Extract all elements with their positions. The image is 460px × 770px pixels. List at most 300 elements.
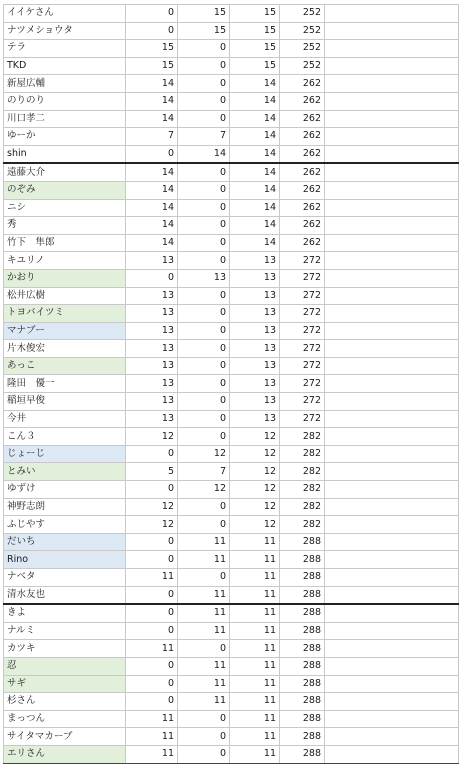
table-row	[4, 163, 459, 181]
value-cell-a[interactable]: 12	[126, 498, 178, 516]
empty-cell[interactable]	[325, 393, 459, 411]
name-cell[interactable]: ナベタ	[4, 569, 126, 587]
rank-cell[interactable]: 262	[280, 199, 325, 217]
total-cell[interactable]: 12	[230, 445, 280, 463]
rank-cell[interactable]: 282	[280, 498, 325, 516]
table-row	[4, 445, 459, 463]
value-cell-a[interactable]: 15	[126, 57, 178, 75]
empty-cell[interactable]	[325, 145, 459, 163]
value-cell-a[interactable]: 13	[126, 410, 178, 428]
value-cell-a[interactable]: 0	[126, 22, 178, 40]
value-cell-a[interactable]: 13	[126, 357, 178, 375]
value-cell-b[interactable]: 11	[178, 551, 230, 569]
rank-cell[interactable]: 262	[280, 75, 325, 93]
value-cell-a[interactable]: 13	[126, 393, 178, 411]
rank-cell[interactable]: 272	[280, 252, 325, 270]
total-cell[interactable]: 11	[230, 622, 280, 640]
total-cell[interactable]: 14	[230, 92, 280, 110]
empty-cell[interactable]	[325, 92, 459, 110]
total-cell[interactable]: 11	[230, 657, 280, 675]
rank-cell[interactable]: 282	[280, 481, 325, 499]
name-cell[interactable]: イイケさん	[4, 5, 126, 23]
table-row	[4, 75, 459, 93]
name-cell[interactable]: 秀	[4, 217, 126, 235]
empty-cell[interactable]	[325, 693, 459, 711]
value-cell-b[interactable]: 11	[178, 586, 230, 604]
value-cell-b[interactable]: 0	[178, 322, 230, 340]
rank-cell[interactable]: 288	[280, 710, 325, 728]
value-cell-a[interactable]: 0	[126, 481, 178, 499]
table-row	[4, 640, 459, 658]
table-row	[4, 375, 459, 393]
rank-cell[interactable]: 288	[280, 533, 325, 551]
name-cell[interactable]: サギ	[4, 675, 126, 693]
empty-cell[interactable]	[325, 340, 459, 358]
empty-cell[interactable]	[325, 217, 459, 235]
rank-cell[interactable]: 262	[280, 110, 325, 128]
name-cell[interactable]: じょーじ	[4, 445, 126, 463]
rank-cell[interactable]: 282	[280, 463, 325, 481]
name-cell[interactable]: トヨバイツミ	[4, 305, 126, 323]
empty-cell[interactable]	[325, 357, 459, 375]
empty-cell[interactable]	[325, 728, 459, 746]
value-cell-a[interactable]: 14	[126, 181, 178, 199]
value-cell-b[interactable]: 0	[178, 199, 230, 217]
name-cell[interactable]: 稲垣早俊	[4, 393, 126, 411]
value-cell-a[interactable]: 0	[126, 586, 178, 604]
name-cell[interactable]: あっこ	[4, 357, 126, 375]
value-cell-b[interactable]: 0	[178, 728, 230, 746]
value-cell-b[interactable]: 15	[178, 5, 230, 23]
total-cell[interactable]: 11	[230, 675, 280, 693]
value-cell-b[interactable]: 0	[178, 516, 230, 534]
total-cell[interactable]: 14	[230, 110, 280, 128]
rank-cell[interactable]: 252	[280, 40, 325, 58]
table-row	[4, 393, 459, 411]
name-cell[interactable]: エリさん	[4, 745, 126, 763]
value-cell-b[interactable]: 11	[178, 693, 230, 711]
value-cell-b[interactable]: 0	[178, 181, 230, 199]
name-cell[interactable]: だいち	[4, 533, 126, 551]
name-cell[interactable]: ふじやす	[4, 516, 126, 534]
rank-cell[interactable]: 282	[280, 516, 325, 534]
name-cell[interactable]: こん３	[4, 428, 126, 446]
rank-cell[interactable]: 272	[280, 340, 325, 358]
empty-cell[interactable]	[325, 128, 459, 146]
total-cell[interactable]: 11	[230, 693, 280, 711]
rank-cell[interactable]: 272	[280, 357, 325, 375]
total-cell[interactable]: 13	[230, 322, 280, 340]
value-cell-a[interactable]: 0	[126, 693, 178, 711]
name-cell[interactable]: のぞみ	[4, 181, 126, 199]
total-cell[interactable]: 11	[230, 745, 280, 763]
value-cell-b[interactable]: 0	[178, 287, 230, 305]
rank-cell[interactable]: 288	[280, 675, 325, 693]
value-cell-a[interactable]: 13	[126, 252, 178, 270]
value-cell-b[interactable]: 11	[178, 675, 230, 693]
table-row	[4, 604, 459, 622]
name-cell[interactable]: サイタマカーブ	[4, 728, 126, 746]
value-cell-a[interactable]: 0	[126, 675, 178, 693]
empty-cell[interactable]	[325, 516, 459, 534]
value-cell-a[interactable]: 5	[126, 463, 178, 481]
table-row	[4, 710, 459, 728]
name-cell[interactable]: 神野志朗	[4, 498, 126, 516]
value-cell-a[interactable]: 14	[126, 217, 178, 235]
table-row	[4, 287, 459, 305]
empty-cell[interactable]	[325, 498, 459, 516]
name-cell[interactable]: 遠藤大介	[4, 163, 126, 181]
value-cell-b[interactable]: 0	[178, 710, 230, 728]
rank-cell[interactable]: 288	[280, 657, 325, 675]
rank-cell[interactable]: 272	[280, 410, 325, 428]
value-cell-a[interactable]: 12	[126, 428, 178, 446]
table-row	[4, 57, 459, 75]
empty-cell[interactable]	[325, 287, 459, 305]
total-cell[interactable]: 11	[230, 710, 280, 728]
total-cell[interactable]: 13	[230, 252, 280, 270]
value-cell-a[interactable]: 14	[126, 110, 178, 128]
empty-cell[interactable]	[325, 305, 459, 323]
value-cell-b[interactable]: 0	[178, 410, 230, 428]
table-row	[4, 92, 459, 110]
total-cell[interactable]: 11	[230, 728, 280, 746]
total-cell[interactable]: 14	[230, 234, 280, 252]
table-row	[4, 269, 459, 287]
empty-cell[interactable]	[325, 163, 459, 181]
rank-cell[interactable]: 272	[280, 269, 325, 287]
value-cell-a[interactable]: 0	[126, 445, 178, 463]
value-cell-b[interactable]: 0	[178, 393, 230, 411]
empty-cell[interactable]	[325, 22, 459, 40]
table-row	[4, 252, 459, 270]
table-row	[4, 428, 459, 446]
total-cell[interactable]: 12	[230, 428, 280, 446]
empty-cell[interactable]	[325, 269, 459, 287]
value-cell-b[interactable]: 0	[178, 252, 230, 270]
table-row	[4, 357, 459, 375]
table-row	[4, 128, 459, 146]
value-cell-b[interactable]: 0	[178, 498, 230, 516]
table-row	[4, 745, 459, 763]
rank-cell[interactable]: 262	[280, 234, 325, 252]
name-cell[interactable]: テラ	[4, 40, 126, 58]
table-row	[4, 516, 459, 534]
name-cell[interactable]: 忍	[4, 657, 126, 675]
empty-cell[interactable]	[325, 57, 459, 75]
rank-cell[interactable]: 282	[280, 428, 325, 446]
total-cell[interactable]: 13	[230, 410, 280, 428]
value-cell-b[interactable]: 11	[178, 604, 230, 622]
empty-cell[interactable]	[325, 622, 459, 640]
value-cell-b[interactable]: 0	[178, 428, 230, 446]
value-cell-a[interactable]: 0	[126, 269, 178, 287]
value-cell-b[interactable]: 0	[178, 57, 230, 75]
value-cell-a[interactable]: 14	[126, 92, 178, 110]
table-row	[4, 533, 459, 551]
name-cell[interactable]: 隆田 優一	[4, 375, 126, 393]
name-cell[interactable]: のりのり	[4, 92, 126, 110]
total-cell[interactable]: 12	[230, 463, 280, 481]
table-row	[4, 657, 459, 675]
rank-cell[interactable]: 262	[280, 92, 325, 110]
value-cell-a[interactable]: 0	[126, 145, 178, 163]
name-cell[interactable]: とみい	[4, 463, 126, 481]
rank-cell[interactable]: 288	[280, 693, 325, 711]
value-cell-b[interactable]: 7	[178, 128, 230, 146]
empty-cell[interactable]	[325, 428, 459, 446]
value-cell-a[interactable]: 11	[126, 745, 178, 763]
value-cell-a[interactable]: 11	[126, 640, 178, 658]
value-cell-b[interactable]: 0	[178, 357, 230, 375]
table-row	[4, 322, 459, 340]
name-cell[interactable]: TKD	[4, 57, 126, 75]
name-cell[interactable]: 松井広樹	[4, 287, 126, 305]
empty-cell[interactable]	[325, 5, 459, 23]
rank-cell[interactable]: 288	[280, 604, 325, 622]
name-cell[interactable]: まっつん	[4, 710, 126, 728]
value-cell-a[interactable]: 14	[126, 199, 178, 217]
total-cell[interactable]: 12	[230, 516, 280, 534]
rank-cell[interactable]: 252	[280, 22, 325, 40]
value-cell-b[interactable]: 15	[178, 22, 230, 40]
rank-cell[interactable]: 272	[280, 375, 325, 393]
value-cell-a[interactable]: 11	[126, 728, 178, 746]
name-cell[interactable]: ゆーか	[4, 128, 126, 146]
rank-cell[interactable]: 288	[280, 569, 325, 587]
empty-cell[interactable]	[325, 604, 459, 622]
value-cell-b[interactable]: 13	[178, 269, 230, 287]
empty-cell[interactable]	[325, 569, 459, 587]
name-cell[interactable]: Rino	[4, 551, 126, 569]
value-cell-a[interactable]: 11	[126, 569, 178, 587]
table-row	[4, 569, 459, 587]
value-cell-a[interactable]: 0	[126, 622, 178, 640]
name-cell[interactable]: キユリノ	[4, 252, 126, 270]
name-cell[interactable]: ナツメショウタ	[4, 22, 126, 40]
total-cell[interactable]: 12	[230, 481, 280, 499]
rank-cell[interactable]: 272	[280, 305, 325, 323]
name-cell[interactable]: ニシ	[4, 199, 126, 217]
empty-cell[interactable]	[325, 481, 459, 499]
total-cell[interactable]: 11	[230, 586, 280, 604]
value-cell-b[interactable]: 7	[178, 463, 230, 481]
total-cell[interactable]: 14	[230, 75, 280, 93]
value-cell-b[interactable]: 12	[178, 481, 230, 499]
total-cell[interactable]: 13	[230, 287, 280, 305]
rank-cell[interactable]: 272	[280, 393, 325, 411]
rank-cell[interactable]: 288	[280, 745, 325, 763]
value-cell-a[interactable]: 13	[126, 375, 178, 393]
value-cell-a[interactable]: 14	[126, 163, 178, 181]
value-cell-b[interactable]: 0	[178, 305, 230, 323]
value-cell-b[interactable]: 0	[178, 569, 230, 587]
ranking-table	[3, 4, 459, 764]
empty-cell[interactable]	[325, 40, 459, 58]
rank-cell[interactable]: 288	[280, 622, 325, 640]
total-cell[interactable]: 13	[230, 340, 280, 358]
table-row	[4, 40, 459, 58]
name-cell[interactable]: マナブー	[4, 322, 126, 340]
table-row	[4, 410, 459, 428]
table-row	[4, 622, 459, 640]
value-cell-b[interactable]: 0	[178, 234, 230, 252]
empty-cell[interactable]	[325, 445, 459, 463]
empty-cell[interactable]	[325, 675, 459, 693]
name-cell[interactable]: かおり	[4, 269, 126, 287]
rank-cell[interactable]: 288	[280, 640, 325, 658]
value-cell-b[interactable]: 0	[178, 92, 230, 110]
total-cell[interactable]: 11	[230, 604, 280, 622]
value-cell-a[interactable]: 11	[126, 710, 178, 728]
name-cell[interactable]: カツキ	[4, 640, 126, 658]
total-cell[interactable]: 12	[230, 498, 280, 516]
empty-cell[interactable]	[325, 75, 459, 93]
table-row	[4, 693, 459, 711]
rank-cell[interactable]: 288	[280, 728, 325, 746]
total-cell[interactable]: 15	[230, 5, 280, 23]
empty-cell[interactable]	[325, 551, 459, 569]
value-cell-a[interactable]: 13	[126, 340, 178, 358]
table-row	[4, 340, 459, 358]
empty-cell[interactable]	[325, 586, 459, 604]
rank-cell[interactable]: 272	[280, 287, 325, 305]
empty-cell[interactable]	[325, 110, 459, 128]
value-cell-a[interactable]: 0	[126, 657, 178, 675]
rank-cell[interactable]: 262	[280, 145, 325, 163]
value-cell-a[interactable]: 14	[126, 75, 178, 93]
table-row	[4, 110, 459, 128]
total-cell[interactable]: 11	[230, 551, 280, 569]
value-cell-b[interactable]: 0	[178, 217, 230, 235]
rank-cell[interactable]: 262	[280, 181, 325, 199]
value-cell-b[interactable]: 0	[178, 375, 230, 393]
table-row	[4, 498, 459, 516]
value-cell-a[interactable]: 0	[126, 533, 178, 551]
total-cell[interactable]: 11	[230, 640, 280, 658]
rank-cell[interactable]: 262	[280, 128, 325, 146]
empty-cell[interactable]	[325, 375, 459, 393]
value-cell-b[interactable]: 0	[178, 640, 230, 658]
total-cell[interactable]: 11	[230, 569, 280, 587]
total-cell[interactable]: 14	[230, 163, 280, 181]
total-cell[interactable]: 14	[230, 199, 280, 217]
value-cell-a[interactable]: 15	[126, 40, 178, 58]
value-cell-a[interactable]: 7	[126, 128, 178, 146]
empty-cell[interactable]	[325, 533, 459, 551]
name-cell[interactable]: 清水友也	[4, 586, 126, 604]
value-cell-a[interactable]: 14	[126, 234, 178, 252]
table-row	[4, 5, 459, 23]
table-row	[4, 22, 459, 40]
value-cell-b[interactable]: 0	[178, 110, 230, 128]
total-cell[interactable]: 13	[230, 357, 280, 375]
rank-cell[interactable]: 282	[280, 445, 325, 463]
table-row	[4, 305, 459, 323]
empty-cell[interactable]	[325, 710, 459, 728]
value-cell-a[interactable]: 12	[126, 516, 178, 534]
empty-cell[interactable]	[325, 252, 459, 270]
value-cell-b[interactable]: 0	[178, 163, 230, 181]
value-cell-a[interactable]: 0	[126, 551, 178, 569]
empty-cell[interactable]	[325, 745, 459, 763]
name-cell[interactable]: 竹下 隼郎	[4, 234, 126, 252]
rank-cell[interactable]: 288	[280, 551, 325, 569]
total-cell[interactable]: 15	[230, 22, 280, 40]
name-cell[interactable]: 川口孝二	[4, 110, 126, 128]
total-cell[interactable]: 13	[230, 393, 280, 411]
name-cell[interactable]: きよ	[4, 604, 126, 622]
empty-cell[interactable]	[325, 234, 459, 252]
empty-cell[interactable]	[325, 322, 459, 340]
rank-cell[interactable]: 262	[280, 217, 325, 235]
name-cell[interactable]: 今井	[4, 410, 126, 428]
value-cell-b[interactable]: 0	[178, 745, 230, 763]
table-row	[4, 199, 459, 217]
value-cell-b[interactable]: 11	[178, 657, 230, 675]
name-cell[interactable]: ナルミ	[4, 622, 126, 640]
table-row	[4, 181, 459, 199]
rank-cell[interactable]: 262	[280, 163, 325, 181]
total-cell[interactable]: 13	[230, 269, 280, 287]
rank-cell[interactable]: 252	[280, 5, 325, 23]
rank-cell[interactable]: 272	[280, 322, 325, 340]
empty-cell[interactable]	[325, 199, 459, 217]
total-cell[interactable]: 11	[230, 533, 280, 551]
table-row	[4, 145, 459, 163]
total-cell[interactable]: 14	[230, 217, 280, 235]
value-cell-a[interactable]: 13	[126, 322, 178, 340]
total-cell[interactable]: 14	[230, 181, 280, 199]
value-cell-a[interactable]: 0	[126, 604, 178, 622]
table-row	[4, 463, 459, 481]
empty-cell[interactable]	[325, 181, 459, 199]
value-cell-a[interactable]: 13	[126, 287, 178, 305]
rank-cell[interactable]: 288	[280, 586, 325, 604]
name-cell[interactable]: ゆずけ	[4, 481, 126, 499]
total-cell[interactable]: 15	[230, 40, 280, 58]
rank-cell[interactable]: 252	[280, 57, 325, 75]
table-row	[4, 481, 459, 499]
value-cell-b[interactable]: 14	[178, 145, 230, 163]
total-cell[interactable]: 13	[230, 305, 280, 323]
table-row	[4, 675, 459, 693]
empty-cell[interactable]	[325, 410, 459, 428]
value-cell-b[interactable]: 0	[178, 40, 230, 58]
name-cell[interactable]: shin	[4, 145, 126, 163]
value-cell-a[interactable]: 13	[126, 305, 178, 323]
empty-cell[interactable]	[325, 640, 459, 658]
value-cell-b[interactable]: 12	[178, 445, 230, 463]
value-cell-b[interactable]: 11	[178, 533, 230, 551]
total-cell[interactable]: 14	[230, 128, 280, 146]
table-row	[4, 551, 459, 569]
empty-cell[interactable]	[325, 463, 459, 481]
value-cell-a[interactable]: 0	[126, 5, 178, 23]
value-cell-b[interactable]: 0	[178, 340, 230, 358]
value-cell-b[interactable]: 0	[178, 75, 230, 93]
value-cell-b[interactable]: 11	[178, 622, 230, 640]
empty-cell[interactable]	[325, 657, 459, 675]
name-cell[interactable]: 片木俊宏	[4, 340, 126, 358]
total-cell[interactable]: 14	[230, 145, 280, 163]
total-cell[interactable]: 15	[230, 57, 280, 75]
table-row	[4, 728, 459, 746]
name-cell[interactable]: 杉さん	[4, 693, 126, 711]
total-cell[interactable]: 13	[230, 375, 280, 393]
table-row	[4, 586, 459, 604]
name-cell[interactable]: 新屋広輔	[4, 75, 126, 93]
